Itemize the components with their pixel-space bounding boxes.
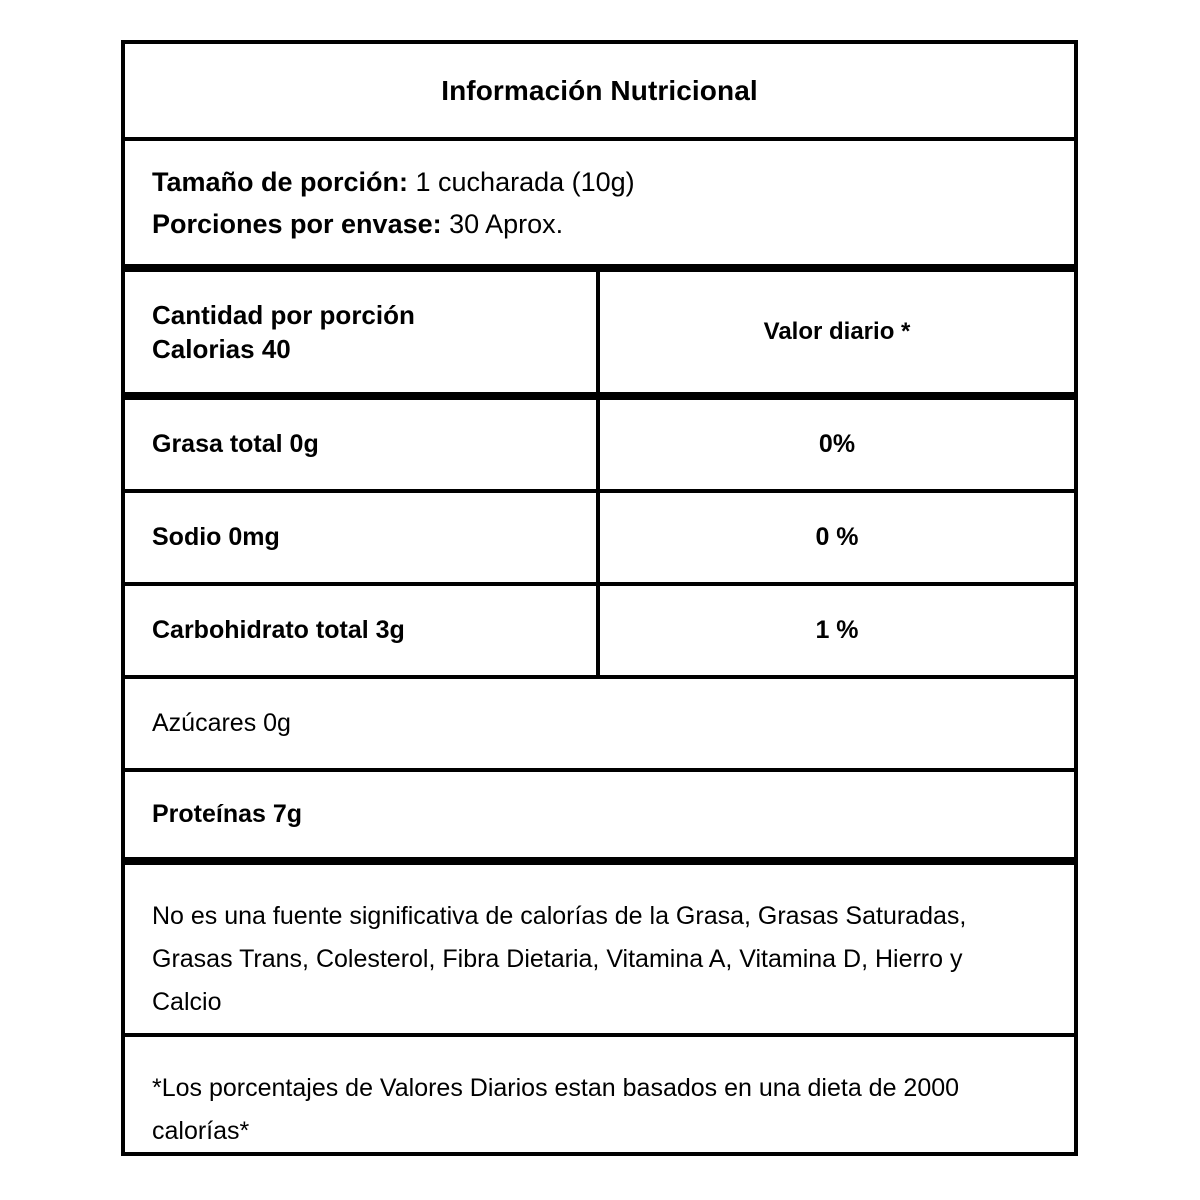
nutrient-name-carbohidrato-total: Carbohidrato total 3g: [152, 616, 405, 644]
servings-per-container-label: Porciones por envase:: [152, 208, 442, 239]
nutrient-value-carbohidrato-total: 1 %: [815, 616, 859, 644]
footnote-daily-values: *Los porcentajes de Valores Diarios estan basados en una dieta de 2000 calorías*: [152, 1074, 960, 1145]
servings-per-container-value: 30 Aprox.: [441, 208, 564, 239]
panel-title-row: [125, 44, 1074, 141]
amount-per-serving-cell: [125, 272, 600, 392]
nutrient-value-sodio: 0 %: [815, 523, 859, 551]
serving-info-section: [125, 141, 1074, 272]
nutrient-name-azucares: Azúcares 0g: [152, 709, 291, 737]
footnote-not-significant-section: [125, 865, 1074, 1037]
table-row: [125, 772, 1074, 865]
footnote-daily-values-section: [125, 1037, 1074, 1163]
nutrient-value-cell: [600, 400, 1074, 489]
servings-per-container-line: [152, 203, 1074, 245]
nutrient-name-cell: [125, 400, 600, 489]
table-row: [125, 400, 1074, 493]
table-row: [125, 586, 1074, 679]
nutrient-name-grasa-total: Grasa total 0g: [152, 430, 319, 458]
amount-per-serving-row: [125, 272, 1074, 400]
daily-value-header-cell: [600, 272, 1074, 392]
nutrient-name-cell: [125, 772, 1074, 857]
footnote-not-significant: No es una fuente significativa de calorías de la Grasa, Grasas Saturadas, Grasas Trans, Colesterol, Fibra Dietaria, Vitamina A, Vitamina D, Hierro y Calcio: [152, 902, 967, 1016]
serving-size-value: 1 cucharada (10g): [408, 166, 635, 197]
sub-nutrient-cell: [125, 679, 1074, 768]
nutrient-name-proteinas: Proteínas 7g: [152, 800, 303, 828]
page-title: Información Nutricional: [441, 74, 758, 106]
nutrient-name-cell: [125, 586, 600, 675]
nutrition-facts-panel: [121, 40, 1078, 1156]
serving-size-label: Tamaño de porción:: [152, 166, 409, 197]
table-row: [125, 493, 1074, 586]
nutrient-value-cell: [600, 586, 1074, 675]
nutrient-name-cell: [125, 493, 600, 582]
serving-size-line: [152, 161, 1074, 203]
table-row: [125, 679, 1074, 772]
nutrient-name-sodio: Sodio 0mg: [152, 523, 280, 551]
calories-value: Calorias 40: [152, 334, 291, 364]
daily-value-header: Valor diario *: [763, 318, 911, 345]
nutrient-value-cell: [600, 493, 1074, 582]
amount-per-serving-label: Cantidad por porción: [152, 300, 415, 330]
nutrient-value-grasa-total: 0%: [818, 430, 856, 458]
